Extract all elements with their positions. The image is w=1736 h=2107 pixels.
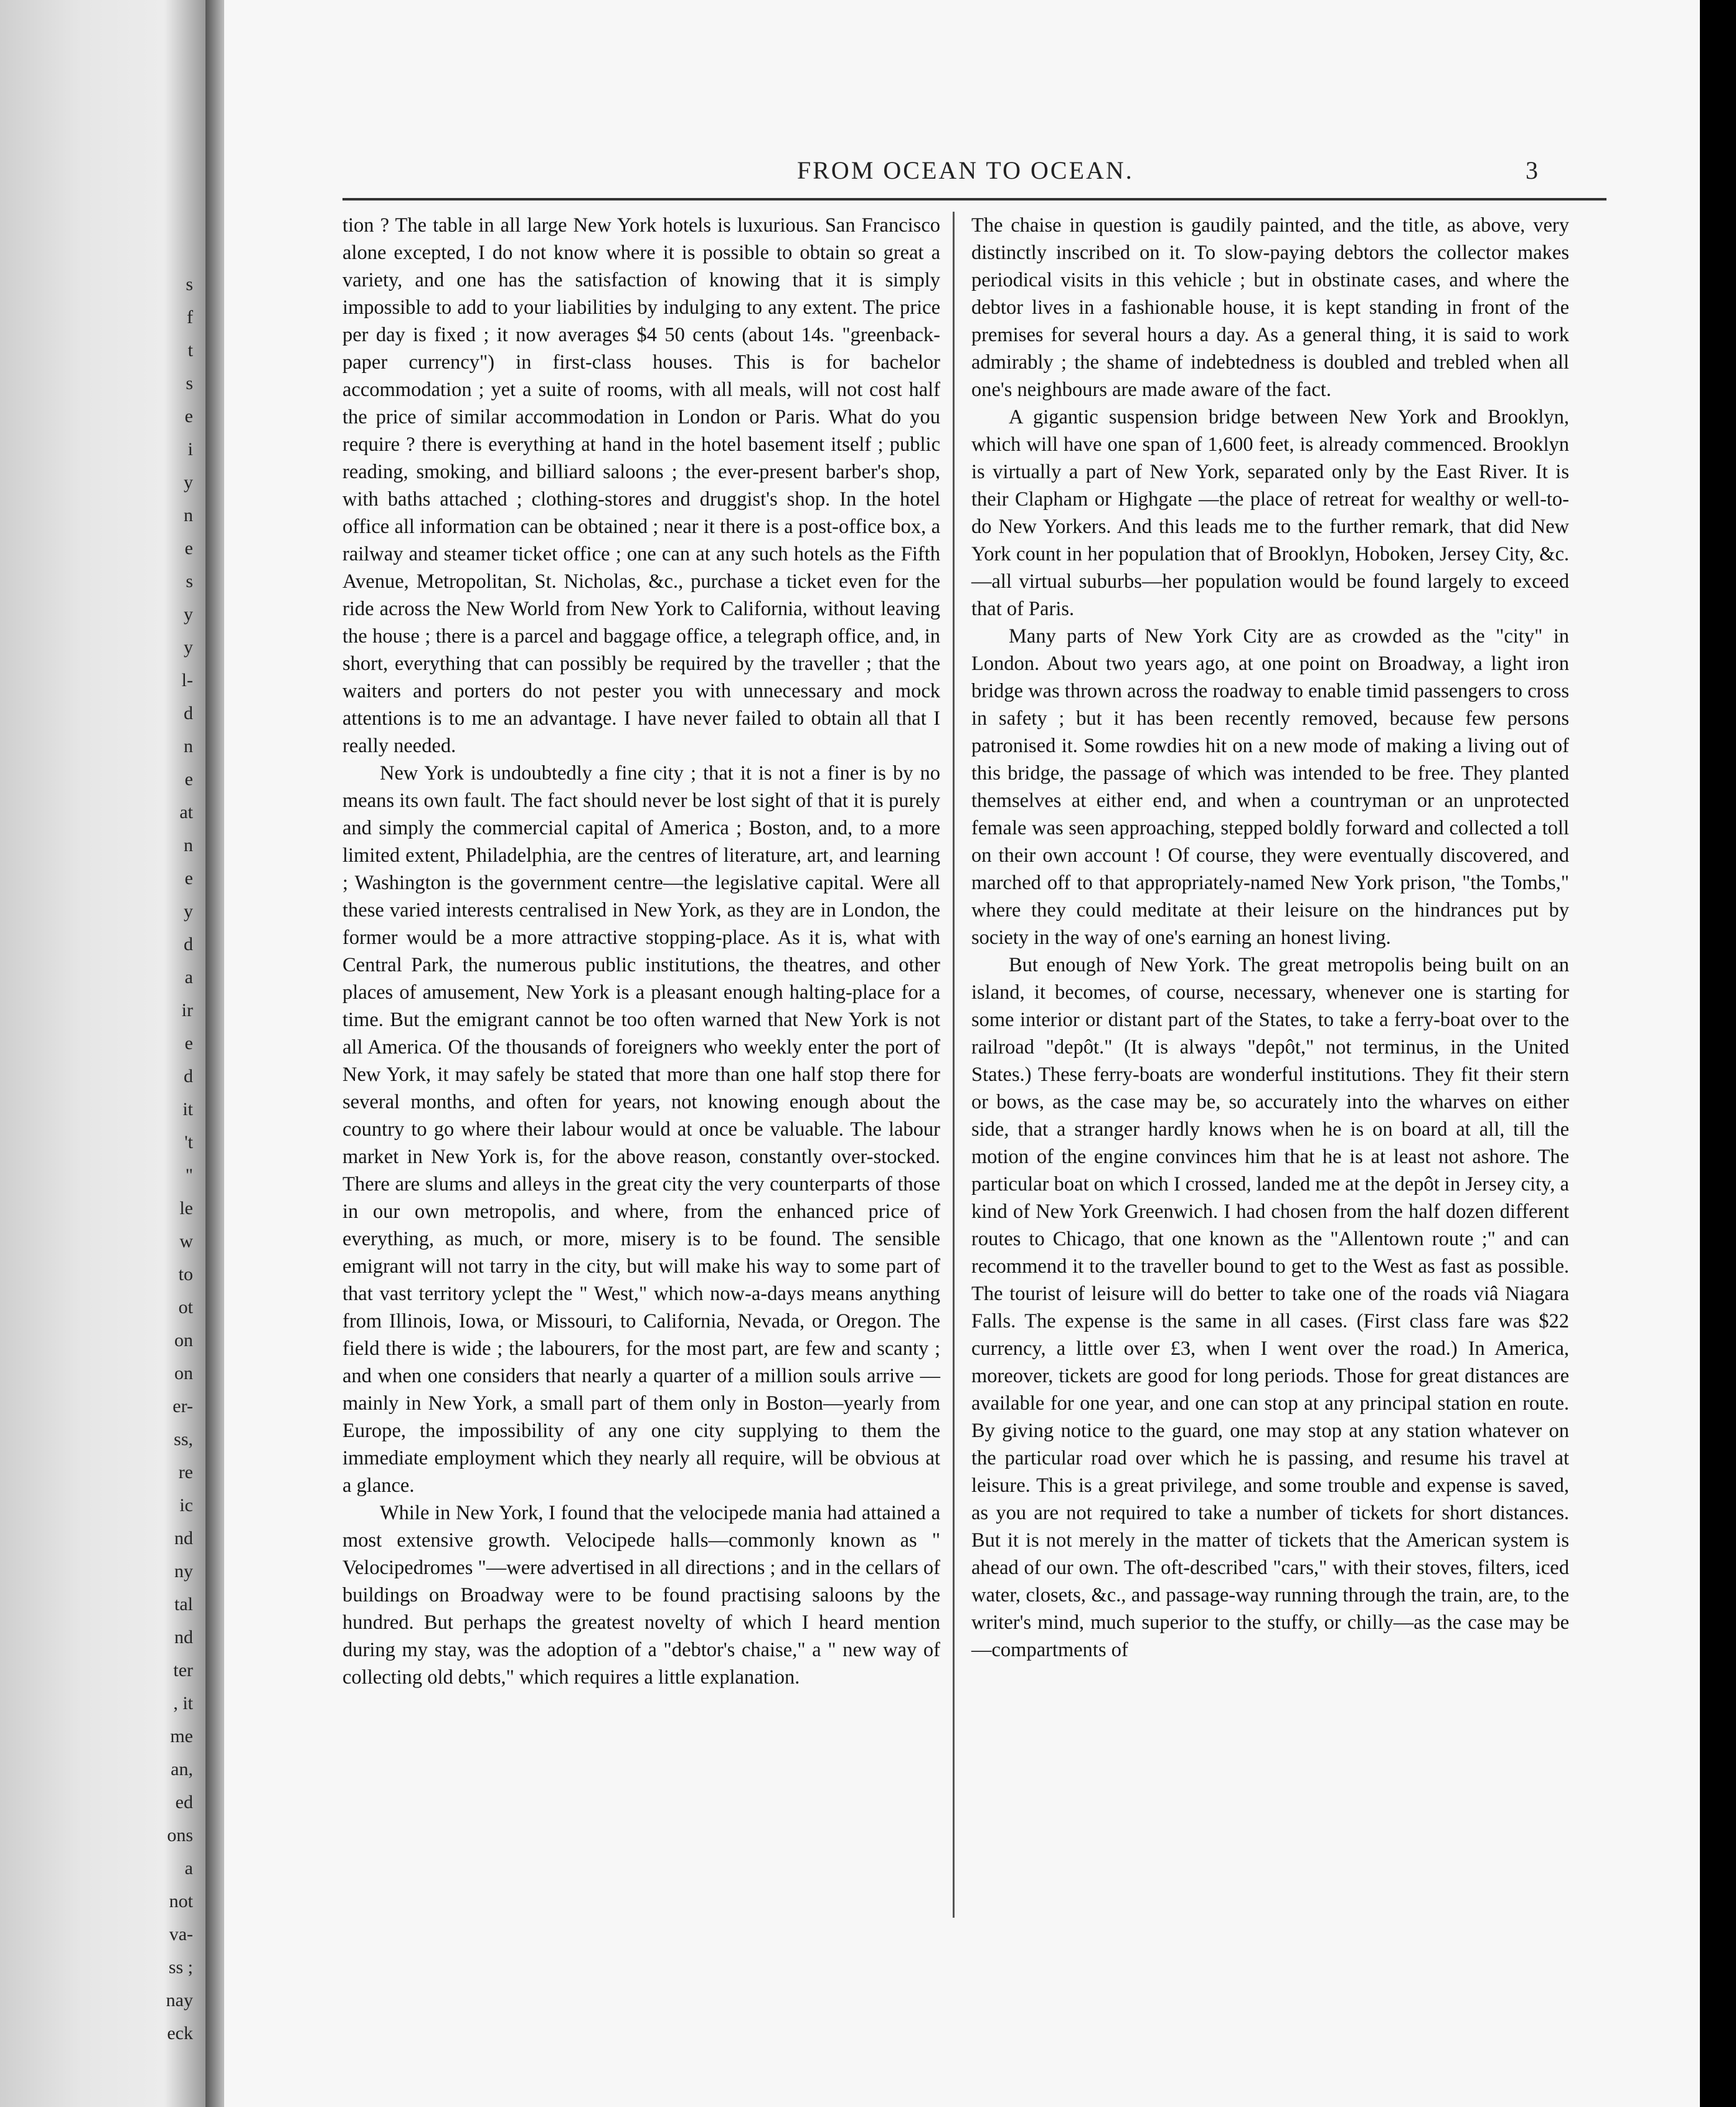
facing-page-fragment: nd [174,1528,193,1548]
facing-page-fragment: y [184,901,193,922]
facing-page-fragment: e [184,868,193,889]
facing-page-fragment: er- [172,1396,193,1416]
facing-page-fragment: tal [174,1594,193,1614]
facing-page-fragment: d [184,934,193,955]
left-column [342,212,940,1691]
facing-page-fragment: nay [166,1990,193,2010]
facing-page-fragment: e [184,769,193,790]
running-head: FROM OCEAN TO OCEAN. [797,156,1134,184]
facing-page-fragment: e [184,406,193,427]
facing-page-fragment: an, [171,1759,193,1779]
paragraph: New York is undoubtedly a fine city ; that it is not a finer is by no means its own fault. The fact should never be lost sight of that it is purely and simply the commercial capital of America ; Boston, and, to a more limited extent, Philadelphia, are the centres of literature, art, and learning ; Washington is the government centre—the legislative capital. Were all these varied interests centralised in New York, as they are in London, the former would be a more attractive stopping-place. As it is, what with Central Park, the numerous public institutions, the theatres, and other places of amusement, New York is a pleasant enough halting-place for a time. But the emigrant cannot be too often warned that New York is not all America. Of the thousands of foreigners who weekly enter the port of New York, it may safely be stated that more than one half stop there for several months, and often for years, not knowing enough about the country to go where their labour would at once be valuable. The labour market in New York is, for the above reason, constantly over-stocked. There are slums and alleys in the great city the very counterparts of those in our own metropolis, and where, from the enhanced price of everything, as much, or more, misery is to be found. The sensible emigrant will not tarry in the city, but will make his way to some part of that vast territory yclept the " West," which now-a-days means anything from Illinois, Iowa, or Missouri, to California, Nevada, or Oregon. The field there is wide ; the labourers, for the most part, are few and scanty ; and when one considers that nearly a quarter of a million souls arrive — mainly in New York, a small part of them only in Boston—yearly from Europe, the impossibility of any one city supplying to them the immediate employment which they nearly all require, will be obvious at a glance. [342,762,940,1497]
facing-page-fragment: s [186,571,193,592]
facing-page-fragment: f [187,307,193,328]
paragraph: tion ? The table in all large New York hotels is luxurious. San Francisco alone excepted, I do not know where it is possible to obtain so great a variety, and one has the satisfaction of knowing that it is simply impossible to add to your liabilities by indulging to any extent. The price per day is fixed ; it now averages $4 50 cents (about 14s. "greenback-paper currency") in first-class houses. This is for bachelor accommodation ; yet a suite of rooms, with all meals, will not cost half the price of similar accommodation in London or Paris. What do you require ? there is everything at hand in the hotel basement itself ; public reading, smoking, and billiard saloons ; the ever-present barber's shop, with baths attached ; clothing-stores and druggist's shop. In the hotel office all information can be obtained ; near it there is a post-office box, a railway and steamer ticket office ; one can at any such hotels as the Fifth Avenue, Metropolitan, St. Nicholas, &c., purchase a ticket even for the ride across the New World from New York to California, without leaving the house ; there is a parcel and baggage office, a telegraph office, and, in short, everything that can possibly be required by the traveller ; that the waiters and porters do not pester you with unnecessary and mock attentions is to me an advantage. I have never failed to obtain all that I really needed. [342,214,940,757]
facing-page-fragment: t [187,340,193,361]
facing-page-fragment: " [185,1165,193,1185]
facing-page-fragment: n [184,505,193,526]
facing-page-fragment: eck [167,2023,193,2043]
facing-page-fragment: le [179,1198,193,1218]
header-rule [342,198,1606,200]
facing-page-fragment: a [184,1858,193,1878]
facing-page-fragment: i [187,439,193,460]
facing-page-fragment: nd [174,1627,193,1647]
book-page [224,0,1700,2107]
facing-page-fragment: e [184,1033,193,1054]
paragraph: Many parts of New York City are as crowded as the "city" in London. About two years ago, at one point on Broadway, a light iron bridge was thrown across the roadway to enable timid passengers to cross in safety ; but it has been recently removed, because few persons patronised it. Some rowdies hit on a new mode of making a living out of this bridge, the passage of which was intended to be free. They planted themselves at either end, and when a countryman or an unprotected female was seen approaching, stepped boldly forward and collected a toll on their own account ! Of course, they were eventually discovered, and marched off to that appropriately-named New York prison, "the Tombs," where they could meditate at their leisure on the hindrances put by society in the way of one's earning an honest living. [971,625,1569,949]
facing-page-fragment: ter [173,1660,193,1680]
facing-page-fragment: ss, [174,1429,193,1449]
column-divider [953,212,955,1918]
right-column [971,212,1569,1664]
facing-page-fragment: w [179,1231,193,1251]
facing-page-fragment: not [169,1891,193,1911]
facing-page-fragment: , it [173,1693,193,1713]
facing-page-fragment: ed [175,1792,193,1812]
paragraph: The chaise in question is gaudily painted, and the title, as above, very distinctly inscribed on it. To slow-paying debtors the collector makes periodical visits in this vehicle ; but in obstinate cases, and where the debtor lives in a fashionable house, it is kept standing in front of the premises for several hours a day. As a general thing, it is said to work admirably ; the shame of indebtedness is doubled and trebled when all one's neighbours are made aware of the fact. [971,214,1569,401]
facing-page-fragment: 't [184,1132,193,1152]
facing-page-fragment: ons [167,1825,193,1845]
facing-page-fragment: a [184,967,193,988]
facing-page-fragment: l- [181,670,193,691]
facing-page-fragment: y [184,472,193,493]
facing-page-fragment: me [170,1726,193,1746]
facing-page-fragment: n [184,736,193,757]
facing-page-fragment: ss ; [168,1957,193,1977]
paragraph: But enough of New York. The great metropolis being built on an island, it becomes, of course, necessary, whenever one is starting for some interior or distant part of the States, to take a ferry-boat over to the railroad "depôt." (It is always "depôt," not terminus, in the United States.) These ferry-boats are wonderful institutions. They fit their stern or bows, as the case may be, so accurately into the wharves on either side, that a stranger hardly knows when he is on board at all, till the motion of the engine convinces him that he is at least not ashore. The particular boat on which I crossed, landed me at the depôt in Jersey city, a kind of New York Greenwich. I had chosen from the half dozen different routes to Chicago, that one known as the "Allentown route ;" and can recommend it to the traveller bound to get to the West as fast as possible. The tourist of leisure will do better to take one of the roads viâ Niagara Falls. The expense is the same in all cases. (First class fare was $22 currency, a little over £3, when I went over the road.) In America, moreover, tickets are good for long periods. Those for great distances are available for one year, and one can stop at any principal station en route. By giving notice to the guard, one may stop at any station whatever on the particular road over which he is passing, and resume his travel at leisure. This is a great privilege, and some trouble and expense is saved, as you are not required to take a number of tickets for short distances. But it is not merely in the matter of tickets that the American system is ahead of our own. The oft-described "cars," with their stoves, filters, iced water, closets, &c., and passage-way running through the train, are, to the writer's mind, much superior to the stuffy, or chilly—as the case may be—compartments of [971,954,1569,1661]
facing-page-fragment: d [184,703,193,724]
facing-page-fragment: s [186,373,193,394]
facing-page [0,0,205,2107]
facing-page-fragment: e [184,538,193,559]
facing-page-fragment: ir [181,1000,193,1021]
facing-page-fragment: re [178,1462,193,1482]
facing-page-fragment: y [184,637,193,658]
facing-page-fragment: on [174,1330,193,1350]
paragraph: While in New York, I found that the velocipede mania had attained a most extensive growth. Velocipede halls—commonly known as " Velocipedromes "—were advertised in all directions ; and in the cellars of buildings on Broadway were to be found practising saloons by the hundred. But perhaps the greatest novelty of which I heard mention during my stay, was the adoption of a "debtor's chaise," a " new way of collecting old debts," which requires a little explanation. [342,1502,940,1689]
facing-page-fragment: it [182,1099,193,1119]
facing-page-fragment: ot [178,1297,193,1317]
facing-page-fragment: to [178,1264,193,1284]
facing-page-fragment: va- [169,1924,193,1944]
facing-page-fragment: at [179,802,193,823]
paragraph: A gigantic suspension bridge between New York and Brooklyn, which will have one span of 1,600 feet, is already commenced. Brooklyn is virtually a part of New York, separated only by the East River. It is their Clapham or Highgate —the place of retreat for wealthy or well-to-do New Yorkers. And this leads me to the further remark, that did New York count in her population that of Brooklyn, Hoboken, Jersey City, &c.—all virtual suburbs—her population would be found largely to exceed that of Paris. [971,406,1569,620]
facing-page-fragment: on [174,1363,193,1383]
facing-page-fragment: s [186,274,193,295]
page-number: 3 [1526,156,1538,184]
facing-page-fragment: ny [174,1561,193,1581]
facing-page-fragment: ic [179,1495,193,1515]
facing-page-fragment: n [184,835,193,856]
facing-page-fragment: y [184,604,193,625]
facing-page-fragment: d [184,1066,193,1086]
